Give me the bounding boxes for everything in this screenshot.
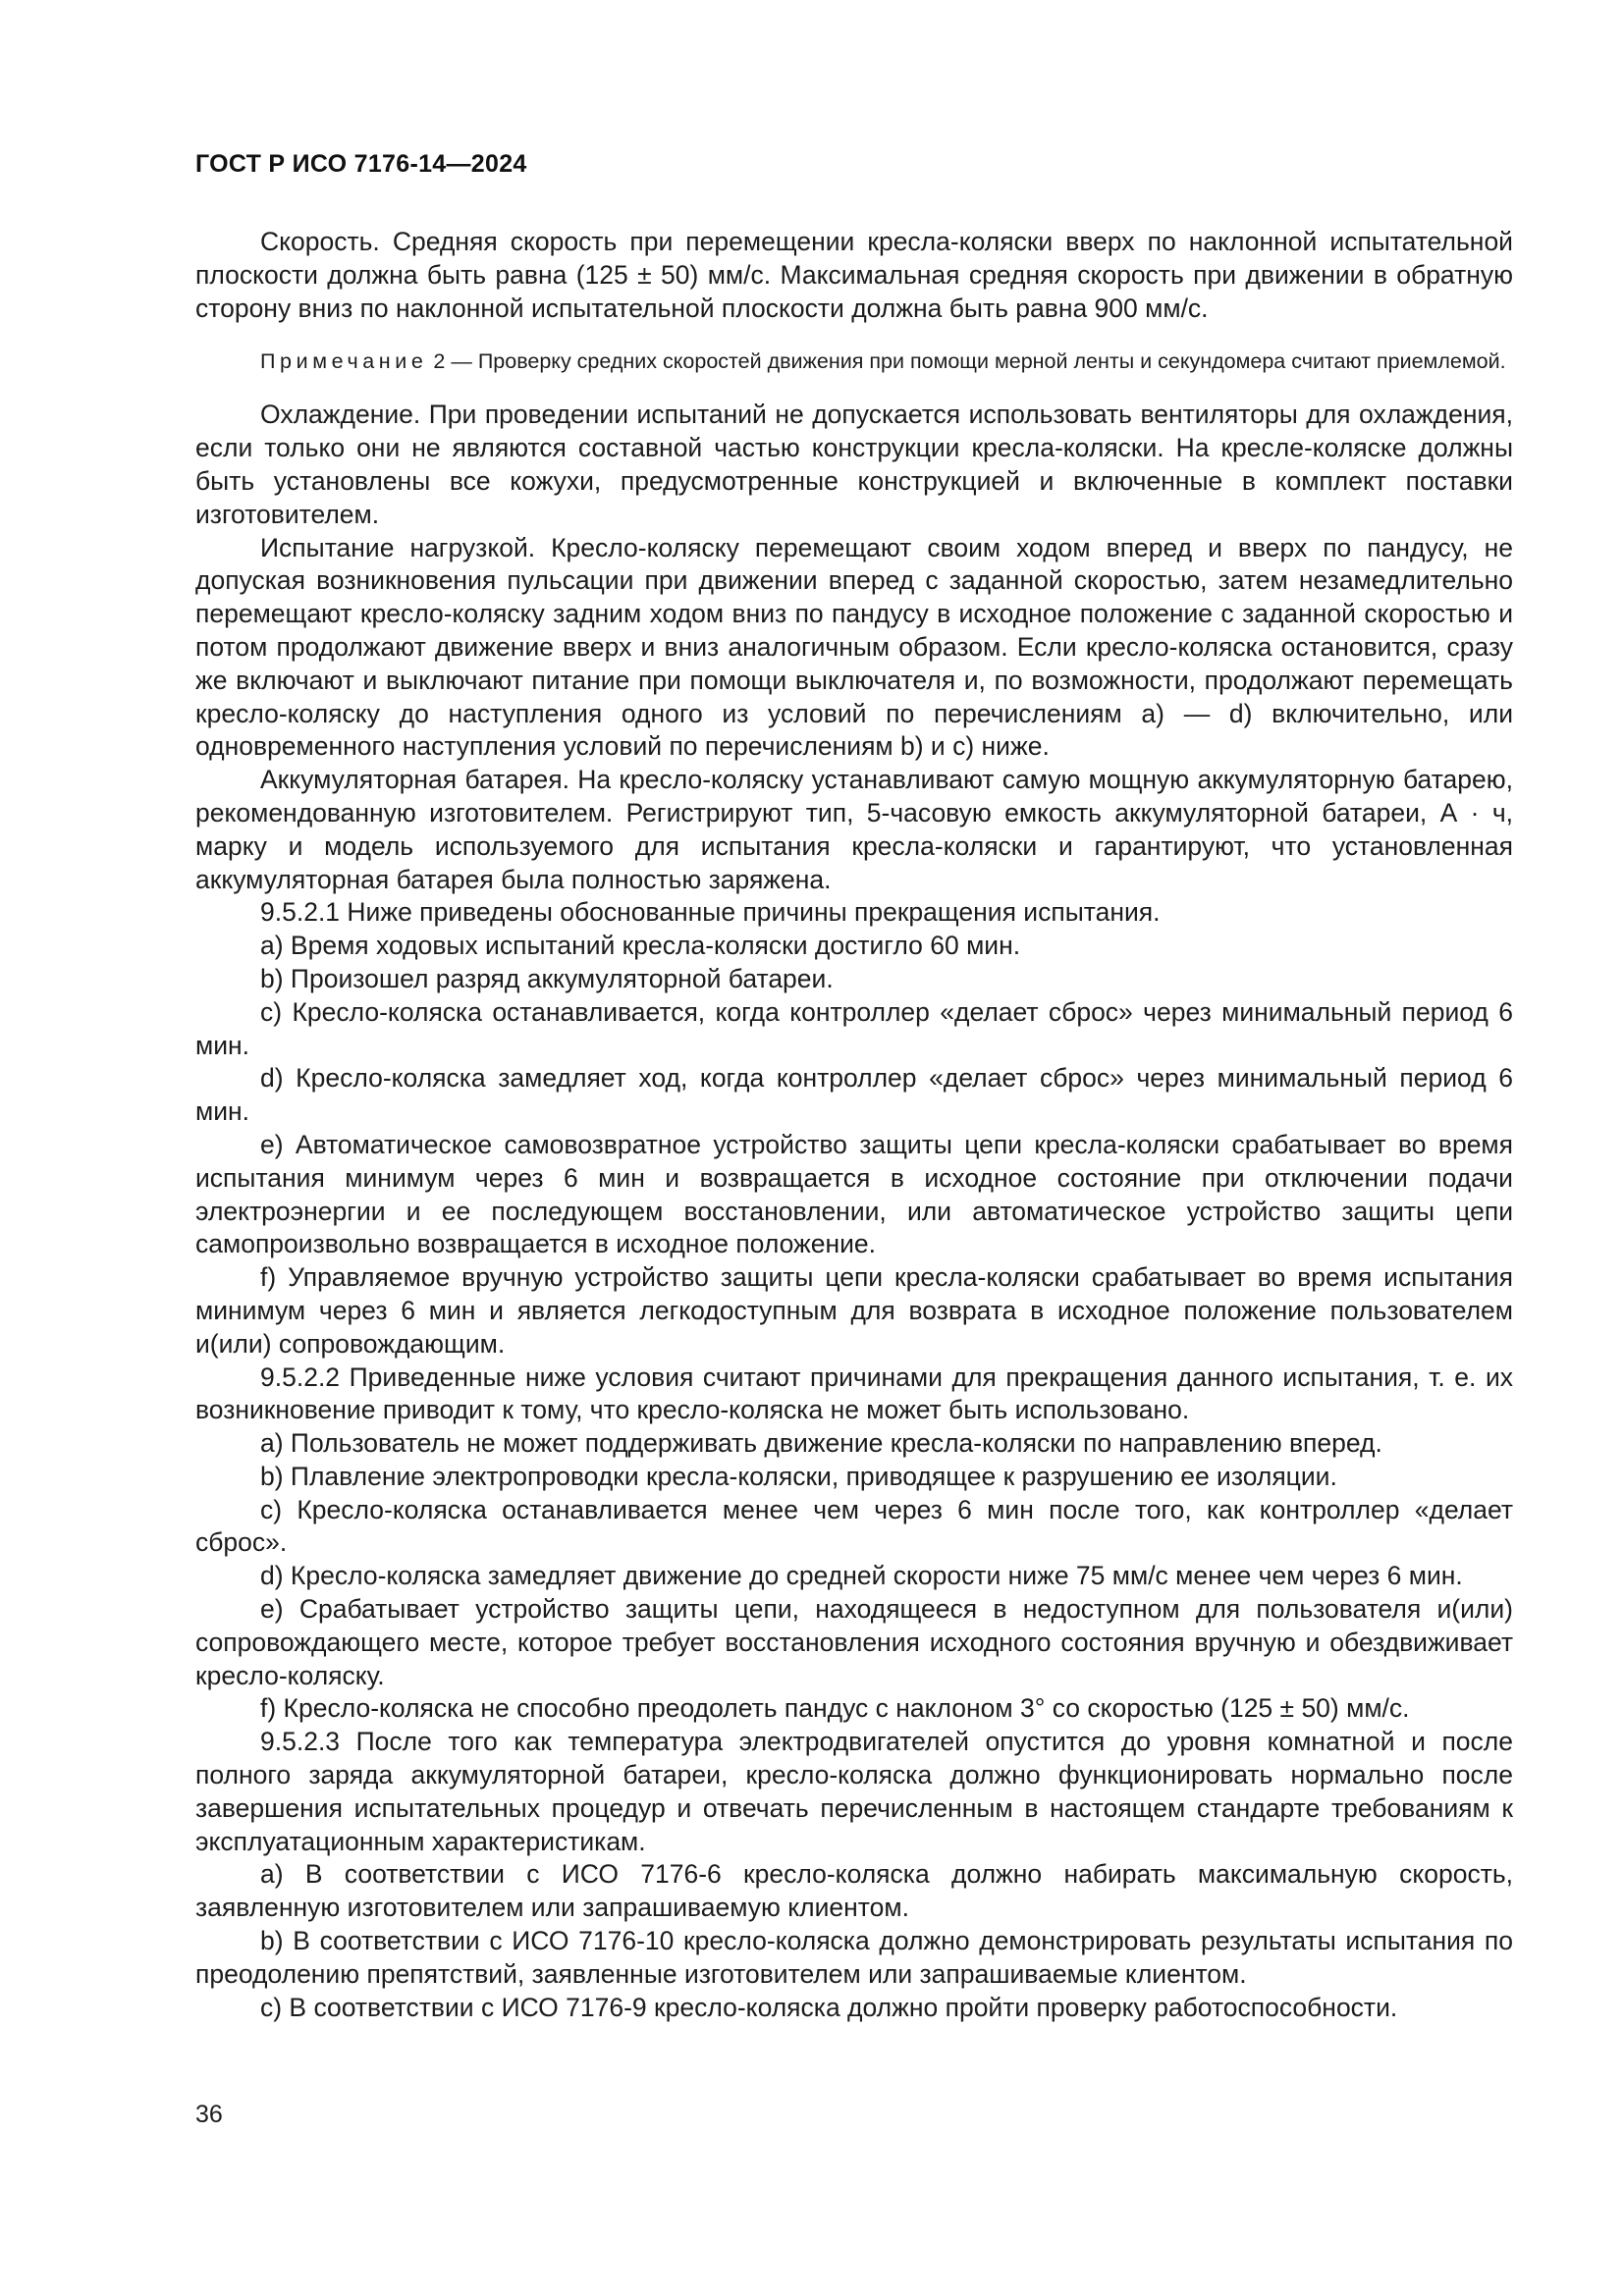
note-2: [195, 347, 1513, 375]
list-item: b) В соответствии с ИСО 7176-10 кресло-коляска должно демонстрировать результаты испытания по преодолению препятствий, заявленные изготовителем или запрашиваемые клиентом.: [195, 1926, 1513, 1989]
list-item: с) Кресло-коляска останавливается, когда контроллер «делает сброс» через минимальный период 6 мин.: [195, 996, 1513, 1060]
document-header: ГОСТ Р ИСО 7176-14—2024: [195, 150, 527, 178]
list-item: а) Пользователь не может поддерживать движение кресла-коляски по направлению вперед.: [260, 1428, 1382, 1459]
note-label: Примечание: [260, 349, 428, 374]
paragraph-load-test: Испытание нагрузкой. Кресло-коляску перемещают своим ходом вперед и вверх по пандусу, не допуская возникновения пульсации при движении вперед с заданной скоростью, затем незамедлительно перемещают кресло-коляску задним ходом вниз по пандусу в исходное положение с заданной скоростью и потом продолжают движение вверх и вниз аналогичным образом. Если кресло-коляска остановится, сразу же включают и выключают питание при помощи выключателя и, по возможности, продолжают перемещать кресло-коляску до наступления одного из условий по перечислениям а) — d) включительно, или одновременного наступления условий по перечислениям b) и с) ниже.: [195, 532, 1513, 762]
list-item: с) Кресло-коляска останавливается менее чем через 6 мин после того, как контроллер «делает сброс».: [195, 1494, 1513, 1558]
paragraph-battery: Аккумуляторная батарея. На кресло-коляску устанавливают самую мощную аккумуляторную батарею, рекомендованную изготовителем. Регистрируют тип, 5-часовую емкость аккумуляторной батареи, А · ч, марку и модель используемого для испытания кресла-коляски и гарантируют, что установленная аккумуляторная батарея была полностью заряжена.: [195, 765, 1513, 894]
list-item: е) Срабатывает устройство защиты цепи, находящееся в недоступном для пользователя и(или) сопровождающего месте, которое требует восстановления исходного состояния вручную и обездвиживает кресло-коляску.: [195, 1594, 1513, 1690]
list-item: е) Автоматическое самовозвратное устройство защиты цепи кресла-коляски срабатывает во время испытания минимум через 6 мин и возвращается в исходное состояние при отключении подачи электроэнергии и ее последующем восстановлении, или автоматическое устройство защиты цепи самопроизвольно возвращается в исходное положение.: [195, 1129, 1513, 1259]
clause-9-5-2-1: 9.5.2.1 Ниже приведены обоснованные причины прекращения испытания.: [260, 897, 1161, 928]
note-text: 2 — Проверку средних скоростей движения при помощи мерной ленты и секундомера считают приемлемой.: [427, 349, 1506, 374]
clause-9-5-2-2: 9.5.2.2 Приведенные ниже условия считают причинами для прекращения данного испытания, т. е. их возникновение приводит к тому, что кресло-коляска не может быть использовано.: [195, 1362, 1513, 1425]
list-item: f) Управляемое вручную устройство защиты цепи кресла-коляски срабатывает во время испытания минимум через 6 мин и является легкодоступным для возврата в исходное положение пользователем и(или) сопровождающим.: [195, 1262, 1513, 1359]
list-item: b) Плавление электропроводки кресла-коляски, приводящее к разрушению ее изоляции.: [260, 1461, 1337, 1491]
list-item: f) Кресло-коляска не способно преодолеть пандус с наклоном 3° со скоростью (125 ± 50) мм/с.: [260, 1693, 1410, 1724]
list-item: b) Произошел разряд аккумуляторной батареи.: [260, 963, 834, 993]
list-item: а) В соответствии с ИСО 7176-6 кресло-коляска должно набирать максимальную скорость, заявленную изготовителем или запрашиваемую клиентом.: [195, 1859, 1513, 1923]
list-item: а) Время ходовых испытаний кресла-коляски достигло 60 мин.: [260, 931, 1021, 961]
page-number: 36: [195, 2101, 223, 2128]
list-item: с) В соответствии с ИСО 7176-9 кресло-коляска должно пройти проверку работоспособности.: [260, 1992, 1398, 2022]
paragraph-cooling: Охлаждение. При проведении испытаний не допускается использовать вентиляторы для охлаждения, если только они не являются составной частью конструкции кресла-коляски. На кресле-коляске должны быть установлены все кожухи, предусмотренные конструкцией и включенные в комплект поставки изготовителем.: [195, 400, 1513, 529]
paragraph-speed: Скорость. Средняя скорость при перемещении кресла-коляски вверх по наклонной испытательной плоскости должна быть равна (125 ± 50) мм/с. Максимальная средняя скорость при движении в обратную сторону вниз по наклонной испытательной плоскости должна быть равна 900 мм/с.: [195, 227, 1513, 323]
list-item: d) Кресло-коляска замедляет ход, когда контроллер «делает сброс» через минимальный период 6 мин.: [195, 1063, 1513, 1127]
clause-9-5-2-3: 9.5.2.3 После того как температура электродвигателей опустится до уровня комнатной и после полного заряда аккумуляторной батареи, кресло-коляска должно функционировать нормально после завершения испытательных процедур и отвечать перечисленным в настоящем стандарте требованиям к эксплуатационным характеристикам.: [195, 1727, 1513, 1856]
page-body: [195, 226, 1513, 2024]
list-item: d) Кресло-коляска замедляет движение до средней скорости ниже 75 мм/с менее чем через 6 мин.: [260, 1561, 1463, 1591]
